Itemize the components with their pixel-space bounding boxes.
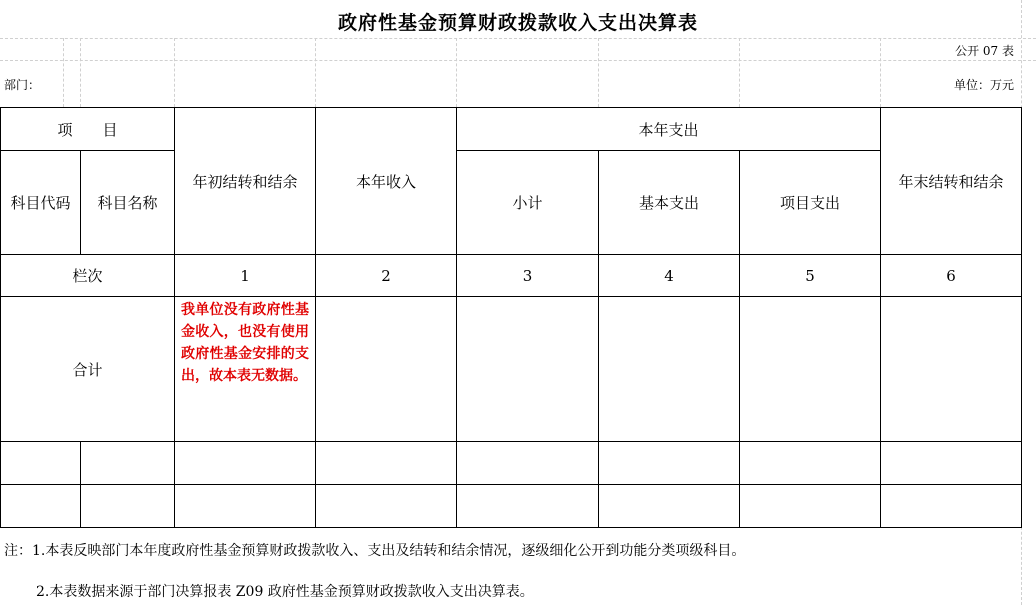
column-index-cell: 2 [316,255,457,297]
column-index-cell: 1 [175,255,316,297]
gridline [315,38,316,107]
header-item: 项 目 [1,108,175,151]
table-cell [881,442,1022,485]
table-cell [81,442,175,485]
table-cell [1,485,81,528]
gridline [63,38,64,107]
table-title: 政府性基金预算财政拨款收入支出决算表 [337,12,698,34]
department-label: 部门： [4,78,41,92]
unit-label: 单位：万元 [953,78,1014,92]
table-cell [316,442,457,485]
gridline [80,38,81,107]
header-expense-group: 本年支出 [457,108,881,151]
table-cell [457,297,599,442]
gridline [456,38,457,107]
gridline [880,38,881,107]
gridline [598,38,599,107]
header-code: 科目代码 [1,151,81,255]
table-cell [175,485,316,528]
column-index-cell: 3 [457,255,599,297]
table-cell [316,297,457,442]
header-begin-balance: 年初结转和结余 [175,108,316,255]
table-cell [881,485,1022,528]
header-project-expense: 项目支出 [740,151,881,255]
table-cell [1,442,81,485]
column-index-cell: 5 [740,255,881,297]
note-1: 注：1.本表反映部门本年度政府性基金预算财政拨款收入、支出及结转和结余情况，逐级细化公开到功能分类项级科目。 [4,543,746,559]
table-cell [457,442,599,485]
header-basic-expense: 基本支出 [599,151,740,255]
table-cell [599,442,740,485]
gridline [174,38,175,107]
table-cell [175,442,316,485]
total-label: 合计 [1,297,175,442]
table-cell [740,297,881,442]
table-cell [316,485,457,528]
header-income: 本年收入 [316,108,457,255]
header-end-balance: 年末结转和结余 [881,108,1022,255]
gridline [739,38,740,107]
fund-table [0,107,1022,528]
table-cell [457,485,599,528]
header-subtotal: 小计 [457,151,599,255]
column-index-cell: 6 [881,255,1022,297]
no-data-remark: 我单位没有政府性基金收入，也没有使用政府性基金安排的支出，故本表无数据。 [181,302,309,384]
table-cell [599,485,740,528]
note-2: 2.本表数据来源于部门决算报表 Z09 政府性基金预算财政拨款收入支出决算表。 [36,584,534,600]
table-cell [81,485,175,528]
table-cell [740,485,881,528]
table-cell [740,442,881,485]
form-code: 公开 07 表 [955,44,1014,58]
no-data-remark-cell [175,297,316,442]
column-index-label: 栏次 [1,255,175,297]
table-cell [881,297,1022,442]
column-index-cell: 4 [599,255,740,297]
header-name: 科目名称 [81,151,175,255]
table-cell [599,297,740,442]
